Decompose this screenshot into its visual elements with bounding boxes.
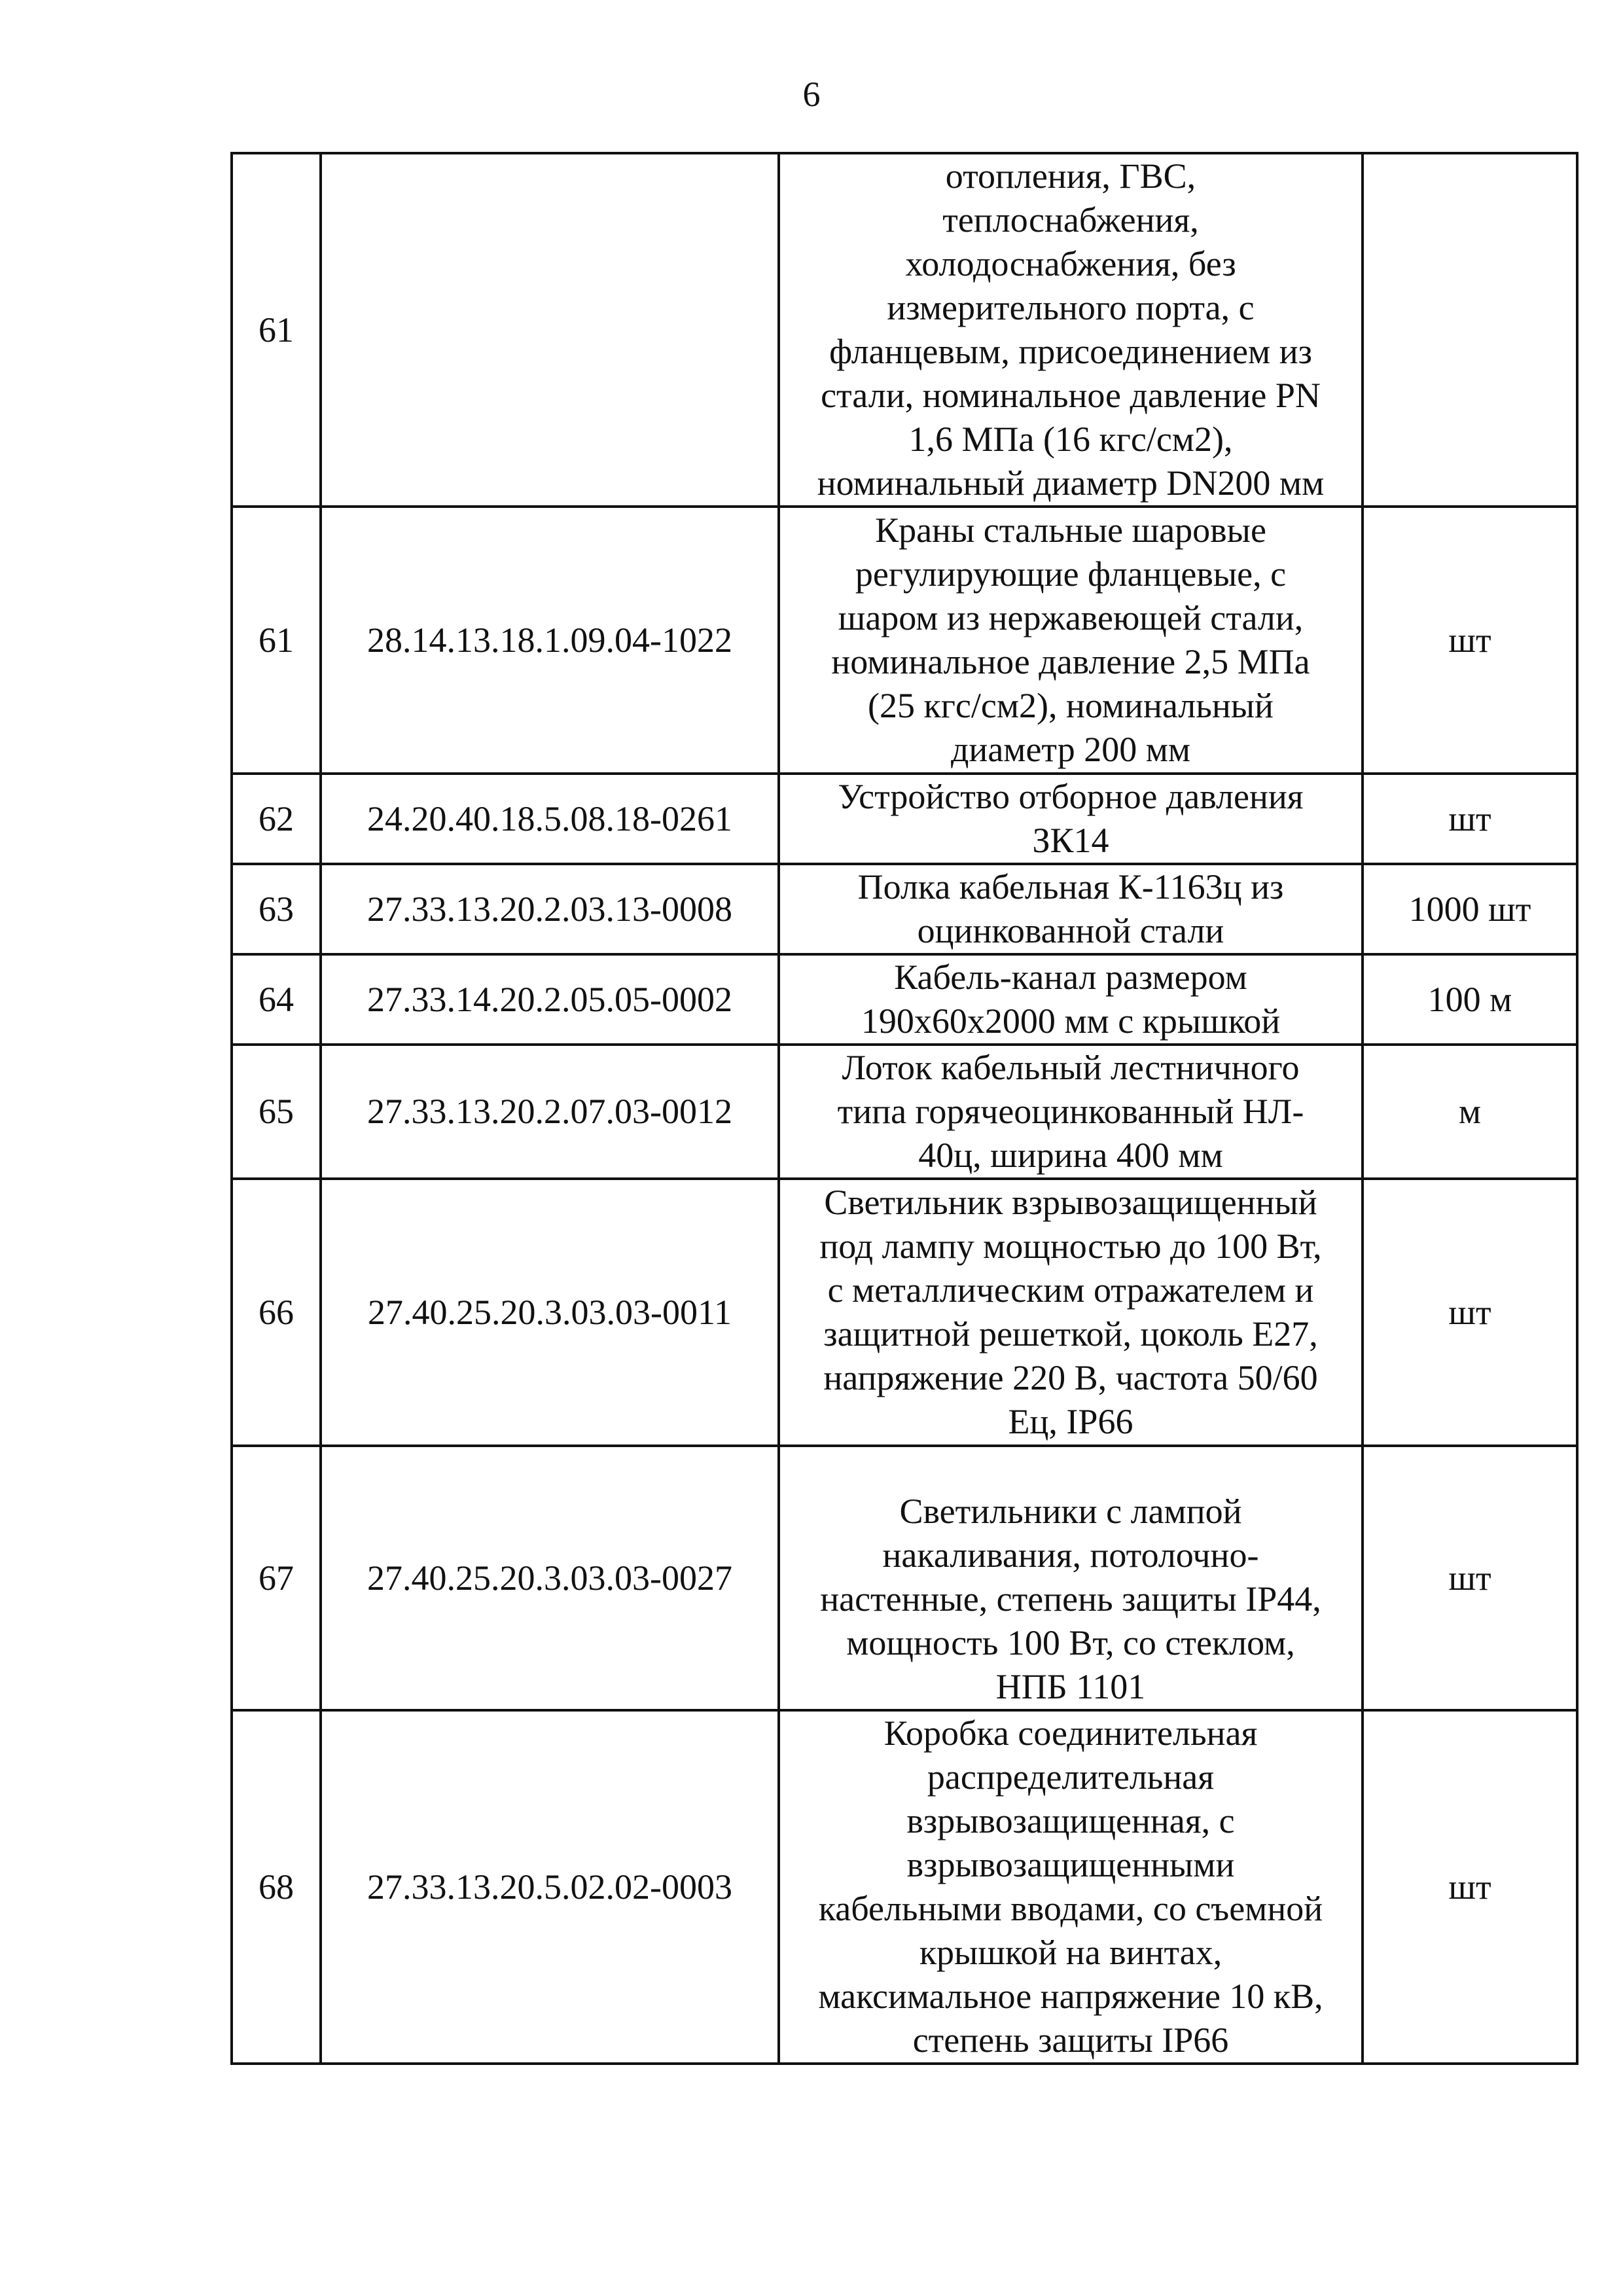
row-number: 63 [232, 864, 321, 954]
resource-code: 28.14.13.18.1.09.04-1022 [321, 507, 779, 774]
resource-code: 27.33.13.20.5.02.02-0003 [321, 1710, 779, 2064]
resource-description: Устройство отборное давления ЗК14 [779, 774, 1363, 864]
resource-code: 27.40.25.20.3.03.03-0011 [321, 1179, 779, 1446]
unit-of-measure: шт [1363, 774, 1577, 864]
resource-code [321, 153, 779, 507]
row-number: 61 [232, 507, 321, 774]
resource-description: Краны стальные шаровые регулирующие фланцевые, с шаром из нержавеющей стали, номинальное давление 2,5 МПа (25 кгс/см2), номинальный диаметр 200 мм [779, 507, 1363, 774]
resource-description: Светильники с лампой накаливания, потолочно- настенные, степень защиты IP44, мощность 100 Вт, со стеклом, НПБ 1101 [779, 1446, 1363, 1710]
table-row [232, 1710, 1577, 2064]
resource-code: 27.40.25.20.3.03.03-0027 [321, 1446, 779, 1710]
table-row [232, 1446, 1577, 1710]
table-row [232, 954, 1577, 1045]
row-number: 67 [232, 1446, 321, 1710]
page-number: 6 [802, 75, 821, 114]
unit-of-measure: шт [1363, 1179, 1577, 1446]
table-row [232, 153, 1577, 507]
unit-of-measure: шт [1363, 1710, 1577, 2064]
resource-description: Лоток кабельный лестничного типа горячеоцинкованный НЛ- 40ц, ширина 400 мм [779, 1045, 1363, 1179]
unit-of-measure: м [1363, 1045, 1577, 1179]
unit-of-measure: 1000 шт [1363, 864, 1577, 954]
row-number: 61 [232, 153, 321, 507]
resource-code: 27.33.13.20.2.07.03-0012 [321, 1045, 779, 1179]
resource-code: 27.33.13.20.2.03.13-0008 [321, 864, 779, 954]
resource-description: Светильник взрывозащищенный под лампу мощностью до 100 Вт, с металлическим отражателем и защитной решеткой, цоколь Е27, напряжение 220 В, частота 50/60 Ец, IP66 [779, 1179, 1363, 1446]
row-number: 68 [232, 1710, 321, 2064]
resource-code: 24.20.40.18.5.08.18-0261 [321, 774, 779, 864]
unit-of-measure: шт [1363, 507, 1577, 774]
row-number: 65 [232, 1045, 321, 1179]
table-row [232, 864, 1577, 954]
resource-description: Коробка соединительная распределительная взрывозащищенная, с взрывозащищенными кабельными вводами, со съемной крышкой на винтах, максимальное напряжение 10 кВ, степень защиты IP66 [779, 1710, 1363, 2064]
row-number: 66 [232, 1179, 321, 1446]
row-number: 64 [232, 954, 321, 1045]
resource-description: Кабель-канал размером 190x60x2000 мм с крышкой [779, 954, 1363, 1045]
unit-of-measure: 100 м [1363, 954, 1577, 1045]
table-row [232, 774, 1577, 864]
unit-of-measure: шт [1363, 1446, 1577, 1710]
table-row [232, 1179, 1577, 1446]
table-row [232, 1045, 1577, 1179]
resource-description: Полка кабельная К-1163ц из оцинкованной стали [779, 864, 1363, 954]
resource-code: 27.33.14.20.2.05.05-0002 [321, 954, 779, 1045]
resource-description: отопления, ГВС, теплоснабжения, холодоснабжения, без измерительного порта, с фланцевым, присоединением из стали, номинальное давление PN 1,6 МПа (16 кгс/см2), номинальный диаметр DN200 мм [779, 153, 1363, 507]
table-row [232, 507, 1577, 774]
unit-of-measure [1363, 153, 1577, 507]
row-number: 62 [232, 774, 321, 864]
specification-table [230, 152, 1578, 2065]
